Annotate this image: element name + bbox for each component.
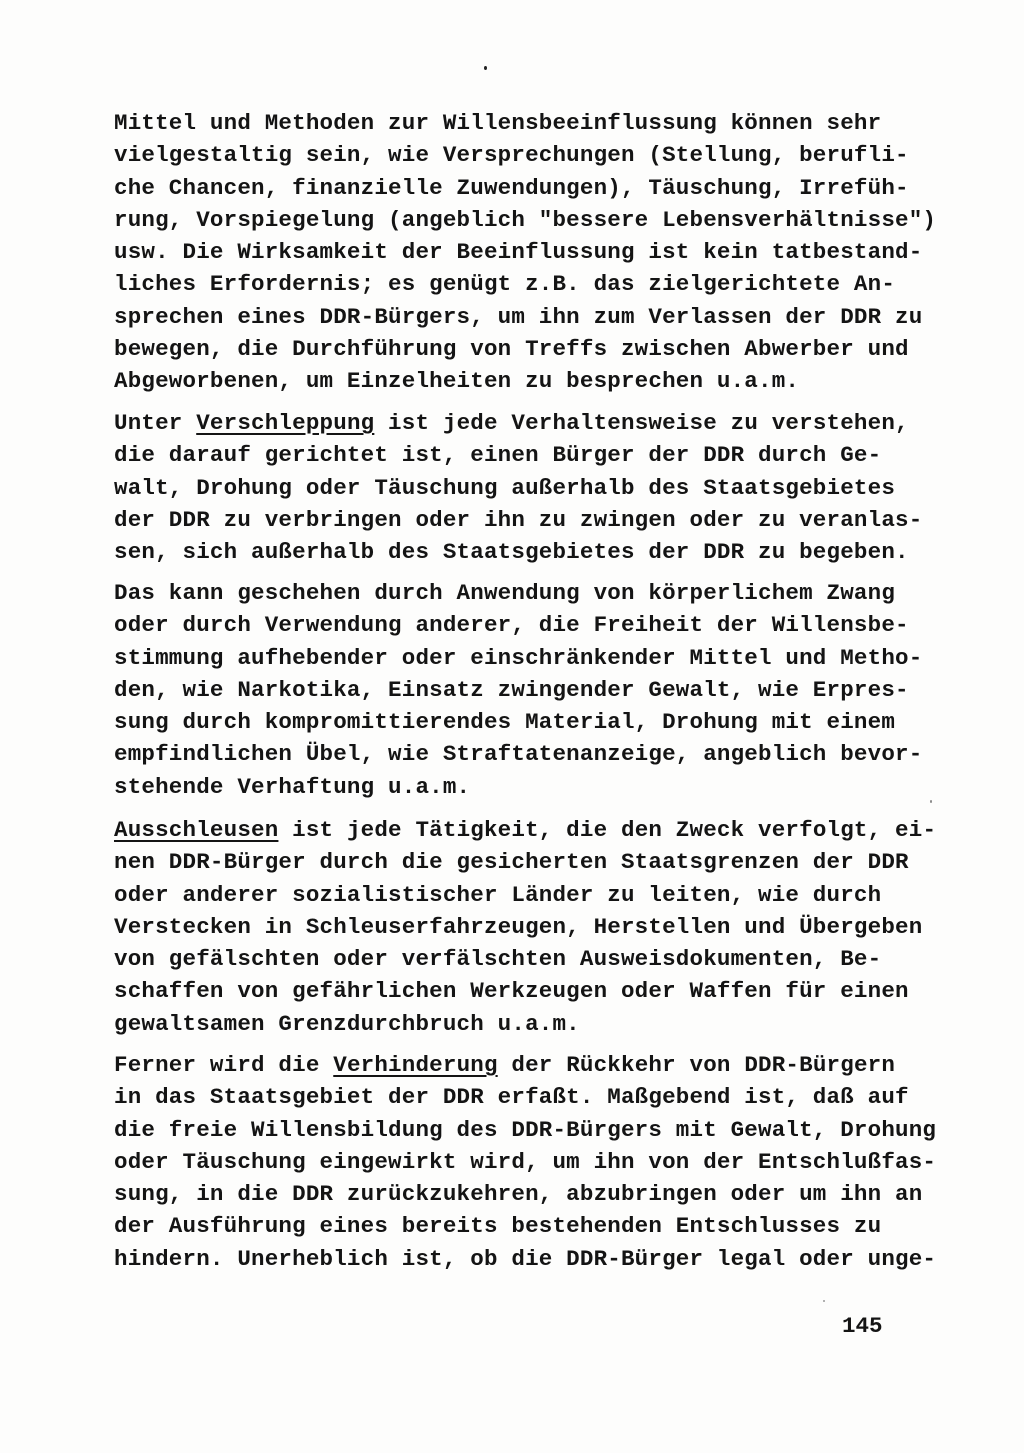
text-line: sung durch kompromittierendes Material, Drohung mit einem xyxy=(114,709,896,736)
text-line: stimmung aufhebender oder einschränkender Mittel und Metho- xyxy=(114,644,923,671)
paragraph-verschleppung xyxy=(114,407,922,568)
text-line: oder anderer sozialistischer Länder zu leiten, wie durch xyxy=(114,881,882,908)
text-fragment: Ferner wird die xyxy=(114,1052,334,1078)
paragraph-ausschleusen xyxy=(114,814,936,1040)
underlined-term: Ausschleusen xyxy=(114,817,279,843)
text-fragment: ist jede Tätigkeit, die den Zweck verfolgt, ei- xyxy=(278,817,937,843)
text-line: gewaltsamen Grenzdurchbruch u.a.m. xyxy=(114,1010,580,1037)
text-line: in das Staatsgebiet der DDR erfaßt. Maßgebend ist, daß auf xyxy=(114,1084,909,1111)
page-number: 145 xyxy=(842,1313,883,1339)
text-line xyxy=(114,407,922,439)
underlined-term: Verhinderung xyxy=(333,1052,498,1078)
text-line: der Ausführung eines bereits bestehenden Entschlusses zu xyxy=(114,1213,882,1240)
text-line: oder Täuschung eingewirkt wird, um ihn von der Entschlußfas- xyxy=(114,1148,937,1175)
text-fragment: ist jede Verhaltensweise zu verstehen, xyxy=(374,410,909,436)
text-line: die freie Willensbildung des DDR-Bürgers mit Gewalt, Drohung xyxy=(114,1116,937,1143)
ink-speck xyxy=(930,800,932,803)
text-line: sung, in die DDR zurückzukehren, abzubringen oder um ihn an xyxy=(114,1181,923,1208)
text-line: vielgestaltig sein, wie Versprechungen (Stellung, berufli- xyxy=(114,142,909,169)
text-line: liches Erfordernis; es genügt z.B. das zielgerichtete An- xyxy=(114,271,896,298)
text-line: oder durch Verwendung anderer, die Freiheit der Willensbe- xyxy=(114,612,909,639)
text-line: Das kann geschehen durch Anwendung von körperlichem Zwang xyxy=(114,580,896,606)
text-line: von gefälschten oder verfälschten Ausweisdokumenten, Be- xyxy=(114,946,882,973)
text-line xyxy=(114,1049,936,1081)
text-line: walt, Drohung oder Täuschung außerhalb des Staatsgebietes xyxy=(114,474,896,501)
text-line: Verstecken in Schleuserfahrzeugen, Herstellen und Übergeben xyxy=(114,913,923,940)
text-line: den, wie Narkotika, Einsatz zwingender Gewalt, wie Erpres- xyxy=(114,676,909,703)
text-line: sen, sich außerhalb des Staatsgebietes der DDR zu begeben. xyxy=(114,539,909,566)
paragraph-verhinderung xyxy=(114,1049,936,1275)
underlined-term: Verschleppung xyxy=(196,410,375,436)
text-fragment: der Rückkehr von DDR-Bürgern xyxy=(497,1052,896,1078)
text-line: che Chancen, finanzielle Zuwendungen), Täuschung, Irrefüh- xyxy=(114,174,909,201)
paragraph-willensbeeinflussung xyxy=(114,107,936,398)
text-line: hindern. Unerheblich ist, ob die DDR-Bürger legal oder unge- xyxy=(114,1245,937,1272)
text-line: rung, Vorspiegelung (angeblich "bessere Lebensverhältnisse") xyxy=(114,206,937,233)
text-line: bewegen, die Durchführung von Treffs zwischen Abwerber und xyxy=(114,336,909,363)
text-line: die darauf gerichtet ist, einen Bürger der DDR durch Ge- xyxy=(114,442,882,469)
text-line: stehende Verhaftung u.a.m. xyxy=(114,773,471,800)
text-line: der DDR zu verbringen oder ihn zu zwingen oder zu veranlas- xyxy=(114,506,923,533)
ink-speck xyxy=(484,66,487,70)
text-line: schaffen von gefährlichen Werkzeugen oder Waffen für einen xyxy=(114,978,909,1005)
text-fragment: Unter xyxy=(114,410,197,436)
text-line: Mittel und Methoden zur Willensbeeinflussung können sehr xyxy=(114,110,882,136)
text-line: sprechen eines DDR-Bürgers, um ihn zum Verlassen der DDR zu xyxy=(114,303,923,330)
text-line: Abgeworbenen, um Einzelheiten zu besprechen u.a.m. xyxy=(114,368,800,395)
paragraph-zwang xyxy=(114,577,922,803)
text-line: empfindlichen Übel, wie Straftatenanzeige, angeblich bevor- xyxy=(114,741,923,768)
ink-speck xyxy=(823,1300,825,1302)
text-line xyxy=(114,814,936,846)
text-line: nen DDR-Bürger durch die gesicherten Staatsgrenzen der DDR xyxy=(114,849,909,876)
text-line: usw. Die Wirksamkeit der Beeinflussung ist kein tatbestand- xyxy=(114,239,923,266)
